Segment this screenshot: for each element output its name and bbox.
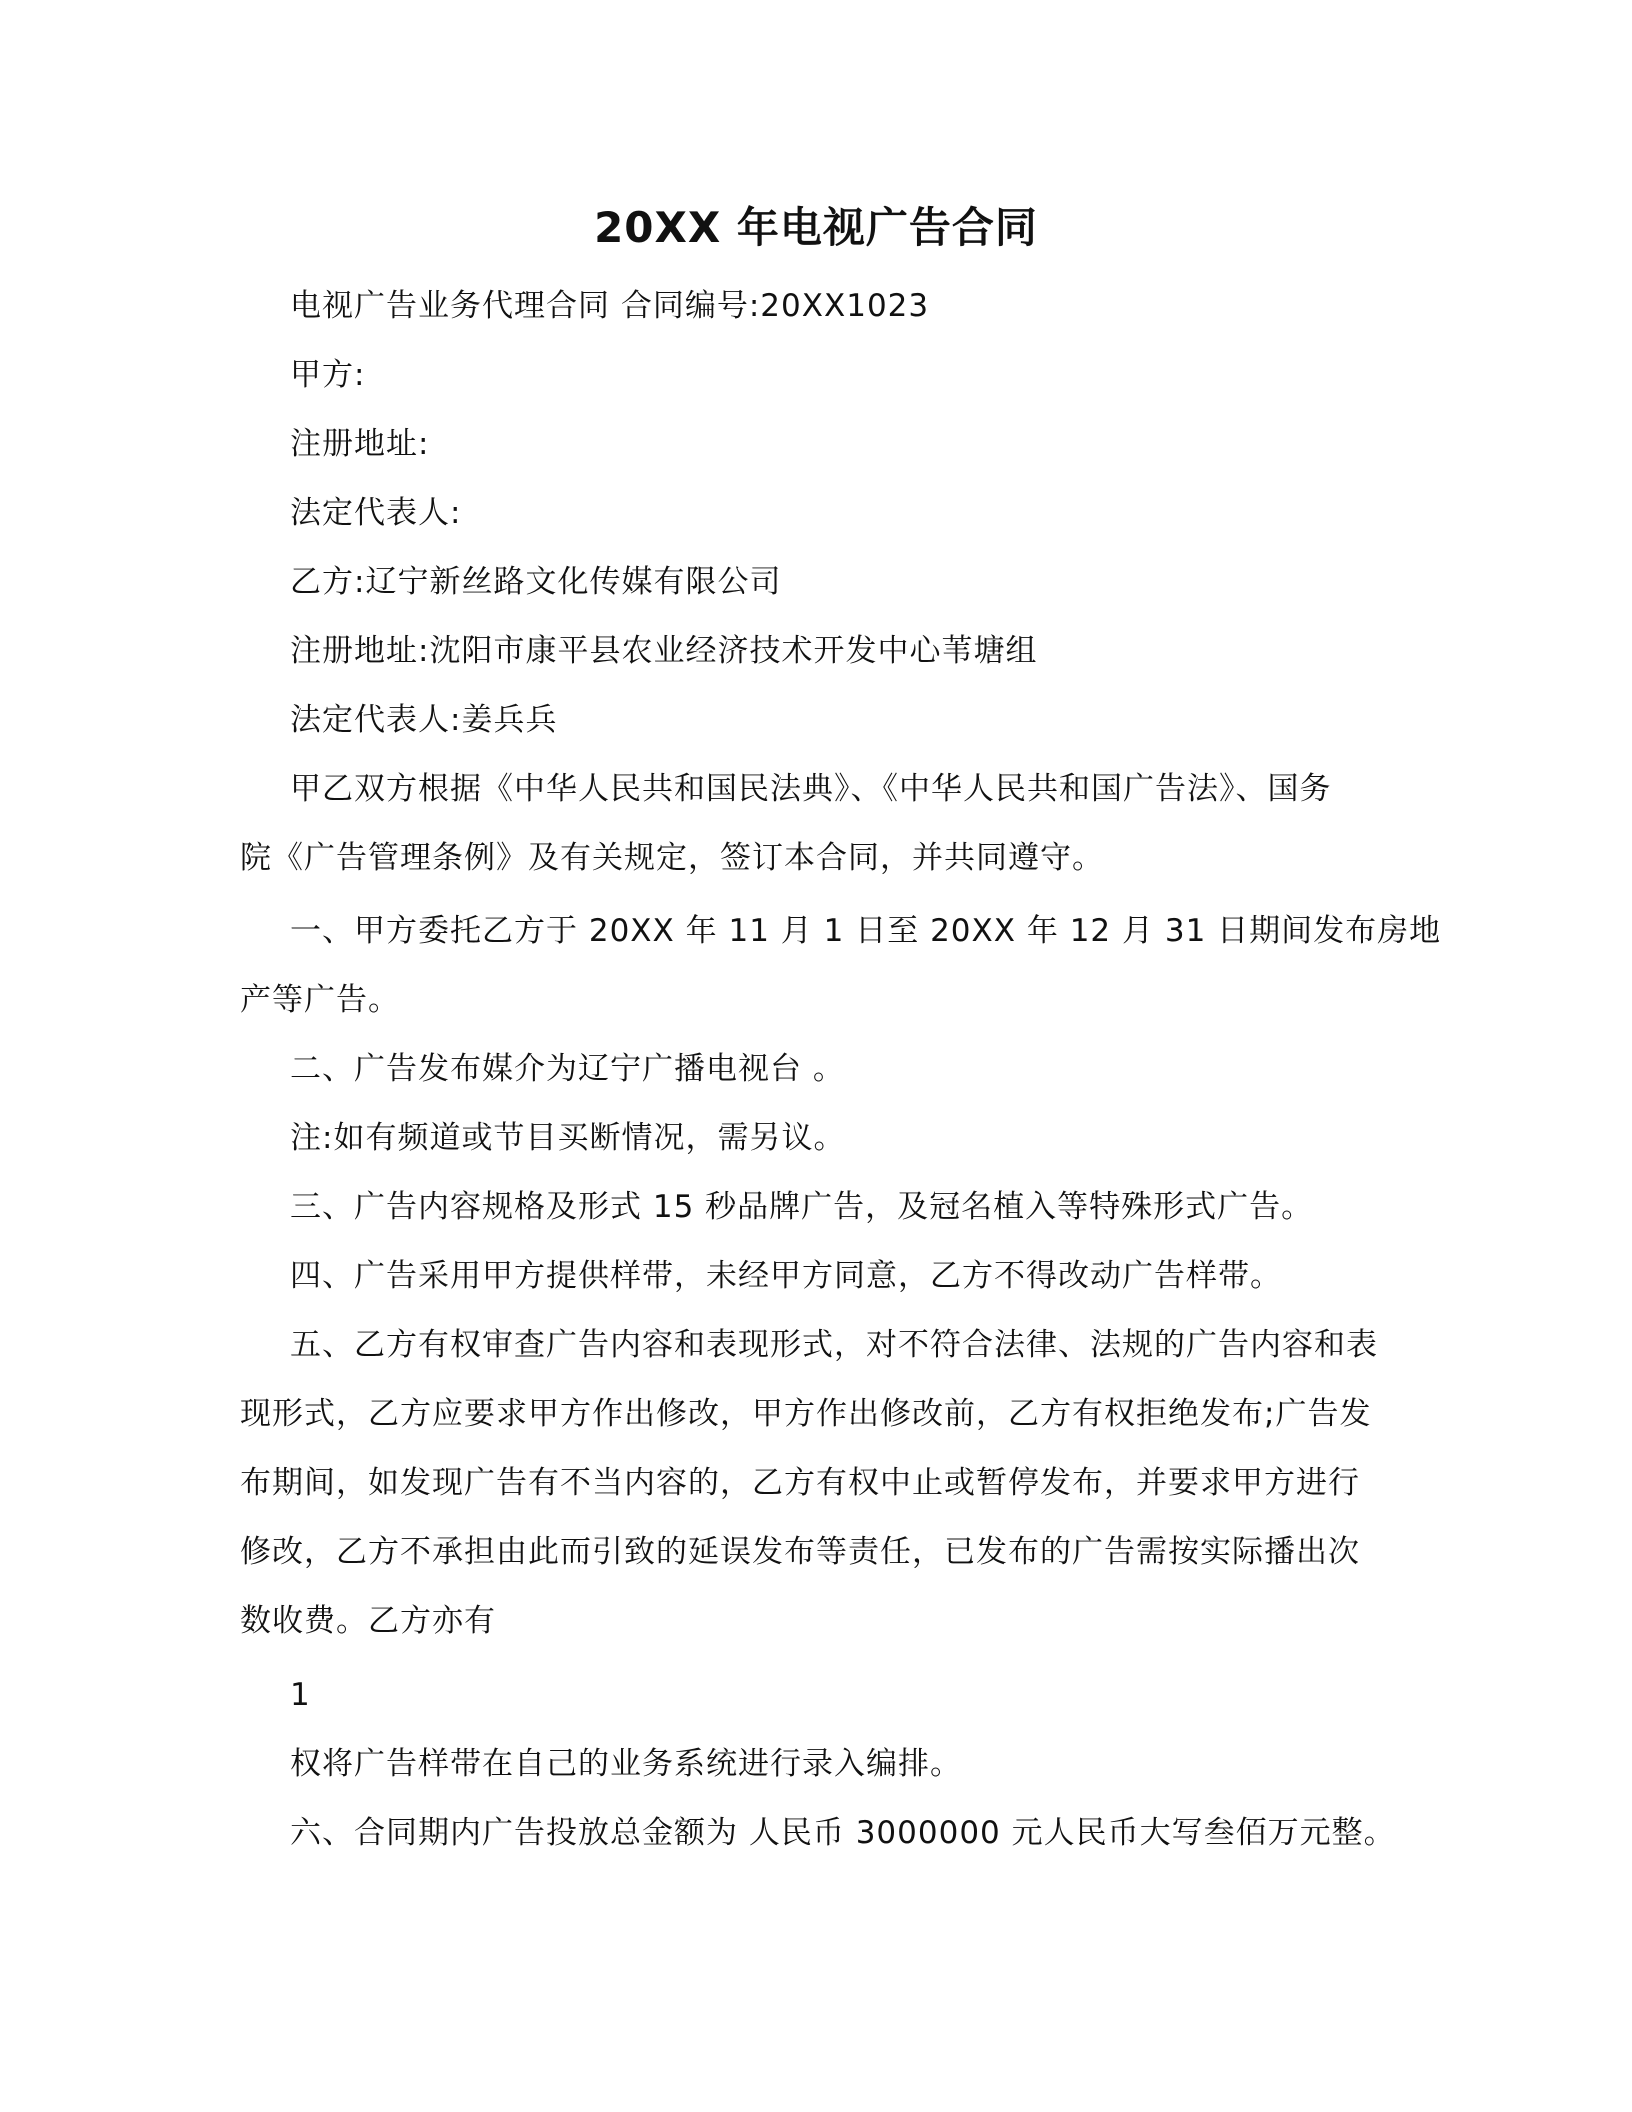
clause-1-line-2: 产等广告。 [240,982,400,1018]
clause-5-line-1: 五、乙方有权审查广告内容和表现形式，对不符合法律、法规的广告内容和表 [290,1327,1378,1363]
document-title: 20XX 年电视广告合同 [594,203,1038,252]
preamble-line-1: 甲乙双方根据《中华人民共和国民法典》、《中华人民共和国广告法》、国务 [290,771,1332,807]
party-a-address: 注册地址: [290,426,430,462]
party-a-label: 甲方: [290,357,366,393]
party-a-representative: 法定代表人: [290,495,462,531]
preamble-line-2: 院《广告管理条例》及有关规定，签订本合同，并共同遵守。 [240,840,1104,876]
contract-heading-line: 电视广告业务代理合同 合同编号:20XX1023 [290,288,930,324]
clause-2: 二、广告发布媒介为辽宁广播电视台 。 [290,1051,845,1087]
clause-2-note: 注:如有频道或节目买断情况，需另议。 [290,1120,846,1156]
party-b-representative: 法定代表人:姜兵兵 [290,702,558,738]
party-b-label: 乙方:辽宁新丝路文化传媒有限公司 [290,564,782,600]
party-b-address: 注册地址:沈阳市康平县农业经济技术开发中心苇塘组 [290,633,1038,669]
clause-5-line-5: 数收费。乙方亦有 [240,1603,496,1639]
clause-5-line-2: 现形式，乙方应要求甲方作出修改，甲方作出修改前，乙方有权拒绝发布;广告发 [240,1396,1372,1432]
clause-3: 三、广告内容规格及形式 15 秒品牌广告，及冠名植入等特殊形式广告。 [290,1189,1314,1225]
clause-5-line-4: 修改，乙方不承担由此而引致的延误发布等责任，已发布的广告需按实际播出次 [240,1534,1360,1570]
page-number: 1 [290,1677,311,1713]
clause-5-line-3: 布期间，如发现广告有不当内容的，乙方有权中止或暂停发布，并要求甲方进行 [240,1465,1360,1501]
clause-6: 六、合同期内广告投放总金额为 人民币 3000000 元人民币大写叁佰万元整。 [290,1815,1396,1851]
clause-4: 四、广告采用甲方提供样带，未经甲方同意，乙方不得改动广告样带。 [290,1258,1282,1294]
clause-5-continuation: 权将广告样带在自己的业务系统进行录入编排。 [290,1746,962,1782]
clause-1-line-1: 一、甲方委托乙方于 20XX 年 11 月 1 日至 20XX 年 12 月 31 日期间发布房地 [290,913,1442,949]
